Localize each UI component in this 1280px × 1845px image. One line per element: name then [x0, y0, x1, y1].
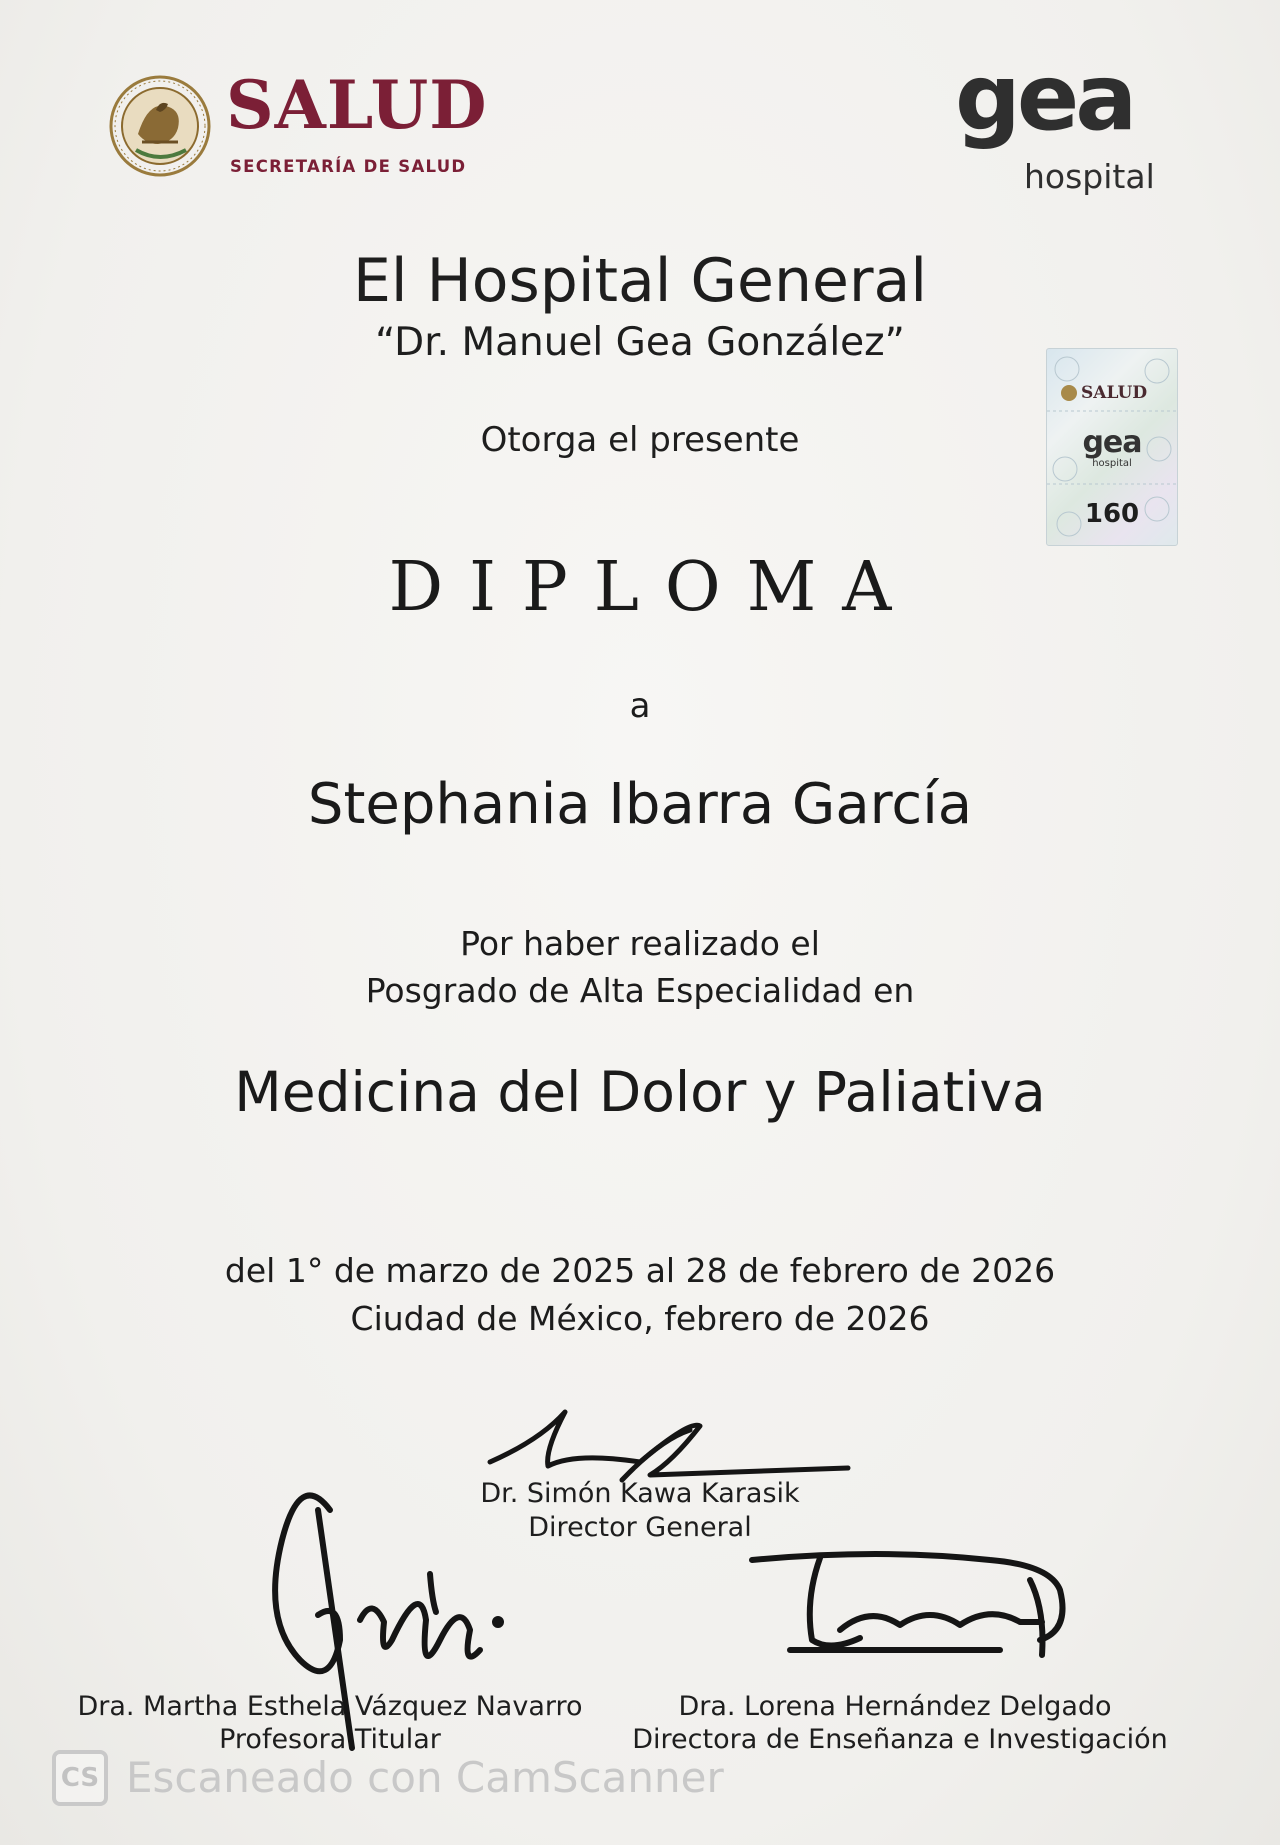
hologram-hospital-label: hospital [1092, 458, 1132, 469]
director-signature-icon [490, 1412, 848, 1480]
reason-line-1: Por haber realizado el [460, 924, 820, 963]
camscanner-logo-icon: CS [52, 1750, 108, 1806]
camscanner-watermark-text: Escaneado con CamScanner [126, 1753, 724, 1802]
professor-title: Profesora Titular [219, 1724, 441, 1755]
mexican-coat-of-arms-seal-icon [108, 72, 213, 180]
reason-line-2: Posgrado de Alta Especialidad en [365, 971, 915, 1010]
hologram-serial-number: 160 [1084, 499, 1140, 529]
hologram-gea-label: gea [1082, 425, 1142, 460]
salud-logo-title: SALUD [226, 66, 488, 144]
gea-logo-subtitle: hospital [1024, 157, 1155, 196]
course-period: del 1° de marzo de 2025 al 28 de febrero de 2026 [224, 1251, 1056, 1290]
professor-name: Dra. Martha Esthela Vázquez Navarro [77, 1691, 583, 1722]
specialty-title: Medicina del Dolor y Paliativa [234, 1060, 1046, 1124]
director-title: Director General [528, 1512, 752, 1543]
teaching-director-signature-icon [752, 1554, 1063, 1655]
place-and-date: Ciudad de México, febrero de 2026 [350, 1299, 930, 1338]
hologram-salud-label: SALUD [1081, 383, 1148, 403]
salud-logo-subtitle: SECRETARÍA DE SALUD [230, 157, 467, 176]
grants-text: Otorga el presente [480, 420, 800, 460]
document-type-title: DIPLOMA [388, 548, 918, 627]
teaching-director-name: Dra. Lorena Hernández Delgado [678, 1691, 1112, 1722]
director-name: Dr. Simón Kawa Karasik [480, 1478, 800, 1509]
to-text: a [629, 686, 651, 726]
gea-logo-title: gea [955, 44, 1134, 151]
institution-heading: El Hospital General [353, 246, 927, 316]
recipient-name: Stephania Ibarra García [307, 772, 973, 837]
teaching-director-title: Directora de Enseñanza e Investigación [632, 1724, 1168, 1755]
institution-name: “Dr. Manuel Gea González” [375, 320, 905, 365]
